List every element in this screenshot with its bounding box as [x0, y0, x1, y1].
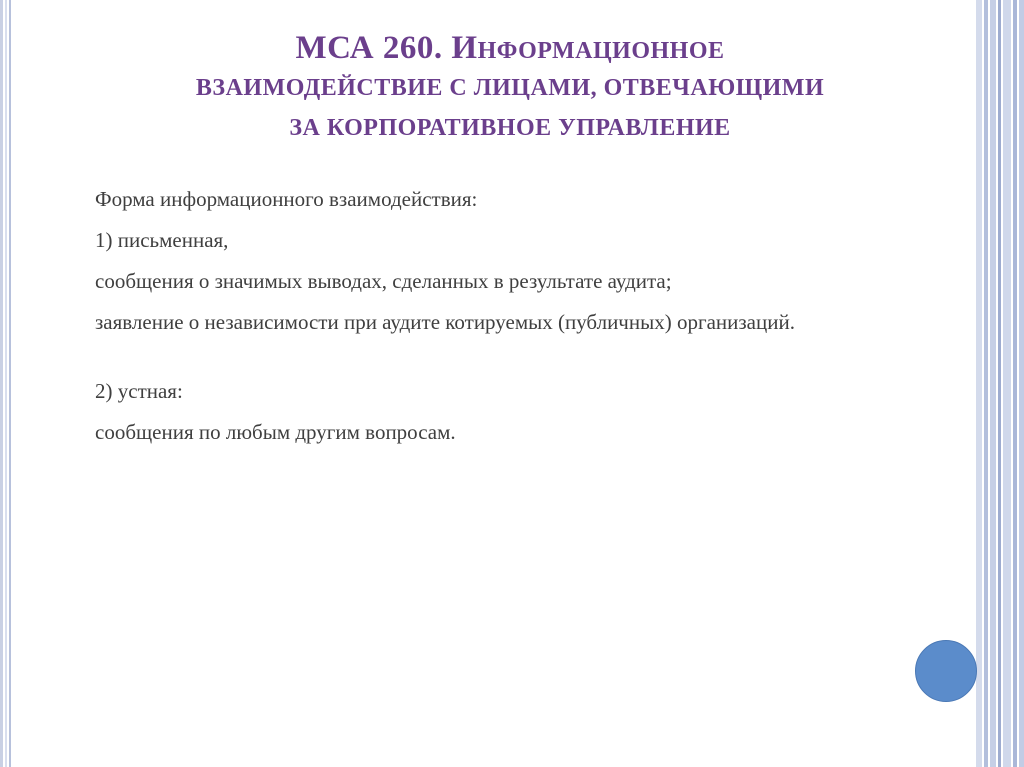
item-2-heading: 2) устная:: [95, 379, 183, 403]
left-border-frame: [0, 0, 14, 767]
title-lead-rest: НФОРМАЦИОННОЕ: [477, 38, 725, 64]
item-1-point-1: сообщения о значимых выводах, сделанных в результате аудита;: [95, 269, 672, 293]
body-intro: Форма информационного взаимодействия:: [95, 187, 478, 211]
spacer: [95, 348, 917, 376]
right-border-stripes: [976, 0, 1024, 767]
title-lead: МСА 260. И: [295, 30, 478, 66]
title-line-3: ЗА КОРПОРАТИВНОЕ УПРАВЛЕНИЕ: [289, 115, 731, 141]
slide-title: [80, 28, 940, 148]
title-line-2: ВЗАИМОДЕЙСТВИЕ С ЛИЦАМИ, ОТВЕЧАЮЩИМИ: [195, 75, 825, 101]
item-1-heading: 1) письменная,: [95, 228, 229, 252]
slide-body: [95, 184, 917, 458]
item-1-point-2: заявление о независимости при аудите котируемых (публичных) организаций.: [95, 310, 795, 334]
circle-icon: [915, 640, 977, 702]
item-2-point-1: сообщения по любым другим вопросам.: [95, 420, 456, 444]
title-line-1: [80, 28, 940, 68]
